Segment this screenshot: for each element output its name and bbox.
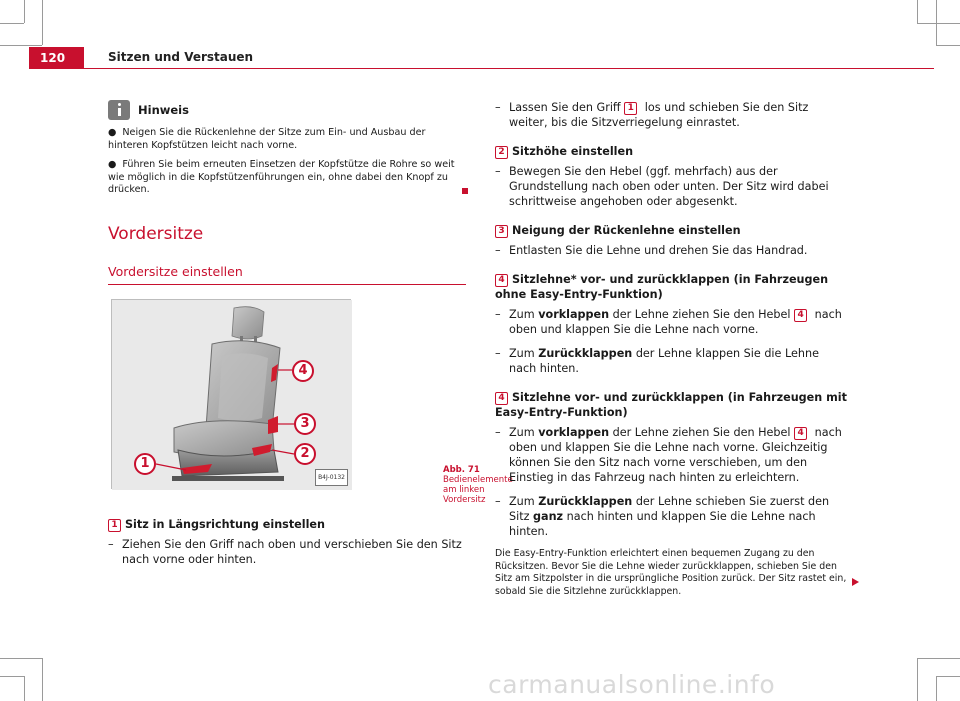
text: nach oben und klappen Sie die Lehne nach vorne. Gleichzeitig können Sie den Sitz nach vorne verschieben, um den Einstieg in das Fahrzeug nach hinten zu erleichtern. [509,426,842,484]
crop-mark [24,676,25,701]
figure [111,299,513,505]
list-item [495,243,847,258]
page-number: 120 [29,47,84,69]
note-item [108,159,466,197]
crop-mark [0,45,42,46]
inline-badge: 1 [624,102,637,115]
crop-mark [0,658,42,659]
text: nach hinten und klappen Sie die Lehne nach hinten. [509,510,816,538]
crop-mark [936,676,937,701]
step-title: Sitzhöhe einstellen [512,145,634,158]
figure-caption-label: Abb. 71 [443,464,480,475]
list-item [495,494,847,539]
list-item-text: Entlasten Sie die Lehne und drehen Sie das Handrad. [509,244,808,257]
dash-marker: – [495,308,501,321]
text: Lassen Sie den Griff [509,101,621,114]
step-badge: 2 [495,146,508,159]
note-title: Hinweis [138,102,189,117]
dash-marker: – [108,537,114,551]
header-rule [84,68,934,69]
step-heading [495,144,847,159]
crop-mark [917,658,960,659]
text: der Lehne ziehen Sie den Hebel [612,308,791,321]
text: Zum [509,495,535,508]
info-note-icon [108,100,130,120]
crop-mark [24,0,25,23]
figure-caption-text: Bedienelemente am linken Vordersitz [443,474,513,505]
list-item [495,164,847,209]
step-badge: 4 [495,274,508,287]
text: der Lehne klappen Sie die Lehne nach hinten. [509,347,819,375]
emphasis: Zurückklappen [538,347,633,360]
crop-mark [42,658,43,701]
crop-mark [917,0,918,23]
crop-mark [0,23,24,24]
callout-1: 1 [134,453,156,475]
note-item-text: Führen Sie beim erneuten Einsetzen der Kopfstütze die Rohre so weit wie möglich in die Kopfstützenführungen ein, ohne dabei den Knopf zu drücken. [108,159,455,195]
running-header-title: Sitzen und Verstauen [108,50,254,64]
figure-code: B4J-0132 [315,469,348,486]
crop-mark [42,0,43,45]
step-title: Sitz in Längsrichtung einstellen [125,517,325,531]
list-item [495,425,847,485]
step-heading [495,272,847,302]
dash-marker: – [495,165,501,178]
step-title: Neigung der Rückenlehne einstellen [512,224,741,237]
step-badge: 4 [495,392,508,405]
continue-arrow-icon [852,578,859,586]
crop-mark [936,0,937,45]
seat-illustration [111,299,351,489]
crop-mark [917,658,918,701]
emphasis: vorklappen [538,308,610,321]
subsection-title: Vordersitze einstellen [108,264,466,285]
crop-mark [936,45,960,46]
step-badge: 3 [495,225,508,238]
emphasis: ganz [533,510,564,523]
crop-mark [917,23,960,24]
text: Zum [509,426,535,439]
note-item-text: Neigen Sie die Rückenlehne der Sitze zum Ein- und Ausbau der hinteren Kopfstützen leicht nach vorne. [108,127,426,151]
dash-marker: – [495,101,501,114]
dash-marker: – [495,495,501,508]
text: Zum [509,347,535,360]
callout-3: 3 [294,413,316,435]
section-title: Vordersitze [108,223,204,244]
step-heading [108,517,466,532]
list-item [495,100,847,130]
callout-4: 4 [292,360,314,382]
left-column [108,100,513,576]
step-title: Sitzlehne* vor- und zurückklappen (in Fahrzeugen ohne Easy-Entry-Funktion) [495,273,829,301]
dash-marker: – [495,244,501,257]
emphasis: vorklappen [538,426,610,439]
step-badge: 1 [108,519,121,532]
list-item-text: Ziehen Sie den Griff nach oben und verschieben Sie den Sitz nach vorne oder hinten. [122,537,462,566]
note-item [108,127,466,152]
emphasis: Zurückklappen [538,495,633,508]
bullet: ● [108,159,117,170]
figure-caption [443,464,513,505]
callout-2: 2 [294,443,316,465]
dash-marker: – [495,347,501,360]
right-column [495,100,847,598]
list-item [495,307,847,337]
closing-paragraph: Die Easy-Entry-Funktion erleichtert einen bequemen Zugang zu den Rücksitzen. Bevor Sie die Lehne wieder zurückklappen, schieben Sie den Sitz am Sitzpolster in die ursprüngliche Position zurück. Der Sitz rastet ein, sobald Sie die Sitzlehne zurückklappen. [495,548,847,597]
end-of-section-marker [462,188,468,194]
dash-marker: – [495,426,501,439]
text: der Lehne schieben Sie zuerst den Sitz [509,495,830,523]
step-heading [495,223,847,238]
bullet: ● [108,127,117,138]
list-item-text: Bewegen Sie den Hebel (ggf. mehrfach) aus der Grundstellung nach oben oder unten. Der Sitz wird dabei schrittweise angehoben oder abgesenkt. [509,165,829,208]
crop-mark [0,676,24,677]
list-item [495,346,847,376]
text: los und schieben Sie den Sitz weiter, bis die Sitzverriegelung einrastet. [509,101,809,129]
step-heading [495,390,847,420]
inline-badge: 4 [794,309,807,322]
step-title: Sitzlehne vor- und zurückklappen (in Fahrzeugen mit Easy-Entry-Funktion) [495,391,847,419]
text: nach oben und klappen Sie die Lehne nach vorne. [509,308,842,336]
watermark: carmanualsonline.info [488,670,776,699]
text: Zum [509,308,535,321]
note-header [108,100,466,120]
list-item [108,537,466,567]
crop-mark [936,676,960,677]
text: der Lehne ziehen Sie den Hebel [612,426,791,439]
inline-badge: 4 [794,427,807,440]
